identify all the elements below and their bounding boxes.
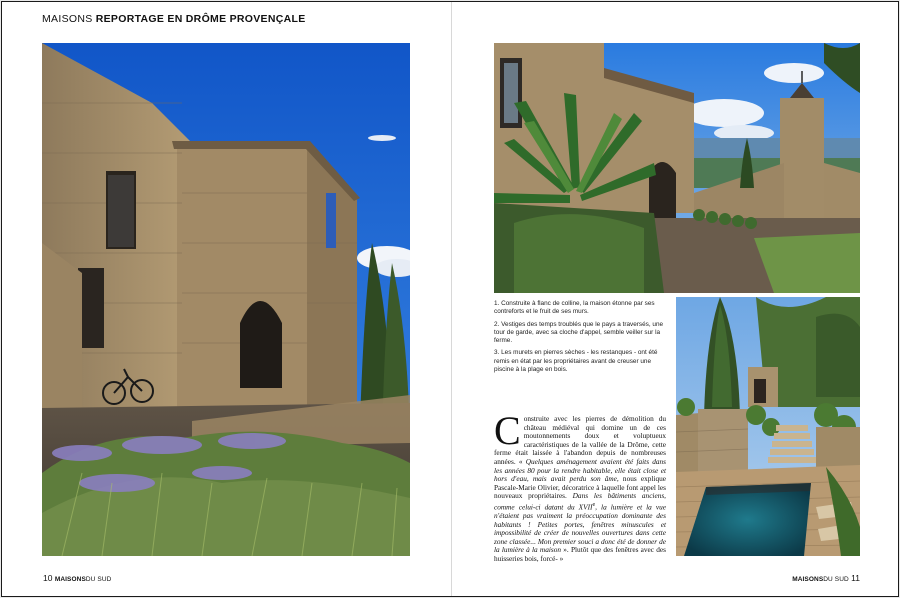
article-quote-2: Dans les bâtiments anciens, comme celui-ci datant du XVII xyxy=(494,491,667,512)
article-text-1: onstruite avec les pierres de démolition du château médiéval qui domine un de ces moutonnements doux et voluptueux caractéristiques de la vallée de la Drôme, cette ferme était laissée à l'abandon depuis de nombreuses années. « xyxy=(494,414,666,466)
magazine-name-bold: MAISONS xyxy=(54,576,86,583)
article-text-3: ». Plutôt que des fenêtres avec des huisseries bois, forcé- » xyxy=(494,545,666,563)
page-header xyxy=(42,13,306,25)
caption-1: 1. Construite à flanc de colline, la maison étonne par ses contreforts et le fruit de ses murs. xyxy=(494,300,655,316)
magazine-logo-right xyxy=(792,576,849,583)
article-quote-2b: , la lumière et la vue n'étaient pas vraiment la préoccupation dominante des habitants ! Petites portes, fenêtres minuscules et impossibilité de créer de nouvelles ouvertures dans cette zone classée... Mon premier souci a donc été de donner de la lumière à la maison xyxy=(494,502,666,555)
article-text-2: nous explique Pascale-Marie Olivier, décoratrice à laquelle font appel les nouveaux propriétaires. xyxy=(494,474,666,501)
magazine-name-bold: MAISONS xyxy=(792,576,824,583)
section-name: MAISONS xyxy=(42,13,93,25)
photo-courtyard-tower xyxy=(494,43,860,293)
page-number-left: 10 xyxy=(43,573,53,583)
page-gutter xyxy=(451,2,452,596)
photo-stone-house xyxy=(42,43,410,556)
folio-left xyxy=(43,573,111,583)
caption-2: 2. Vestiges des temps troublés que le pays a traversés, une tour de garde, avec sa cloche d'appel, semble veiller sur la ferme. xyxy=(494,320,664,345)
magazine-name-light: DU SUD xyxy=(823,576,849,583)
page-number-right: 11 xyxy=(851,573,860,583)
drop-cap: C xyxy=(494,408,521,453)
photo-captions xyxy=(494,300,666,378)
article-quote-1: Quelques aménagement avaient été faits dans les années 80 pour la rendre habitable, elle était close et hors d'eau, mais avait perdu son âme, xyxy=(494,456,667,484)
article-body xyxy=(494,408,667,564)
section-subtitle: REPORTAGE EN DRÔME PROVENÇALE xyxy=(95,13,306,25)
caption-3: 3. Les murets en pierres sèches - les restanques - ont été remis en état par les propriétaires avant de creuser une piscine à la plage en bois. xyxy=(494,349,658,374)
magazine-spread xyxy=(1,1,899,597)
magazine-name-light: DU SUD xyxy=(85,576,112,583)
magazine-logo-left xyxy=(55,576,112,583)
century-superscript: e xyxy=(592,501,596,508)
folio-right xyxy=(792,573,860,583)
photo-pool-terraces xyxy=(676,297,860,556)
